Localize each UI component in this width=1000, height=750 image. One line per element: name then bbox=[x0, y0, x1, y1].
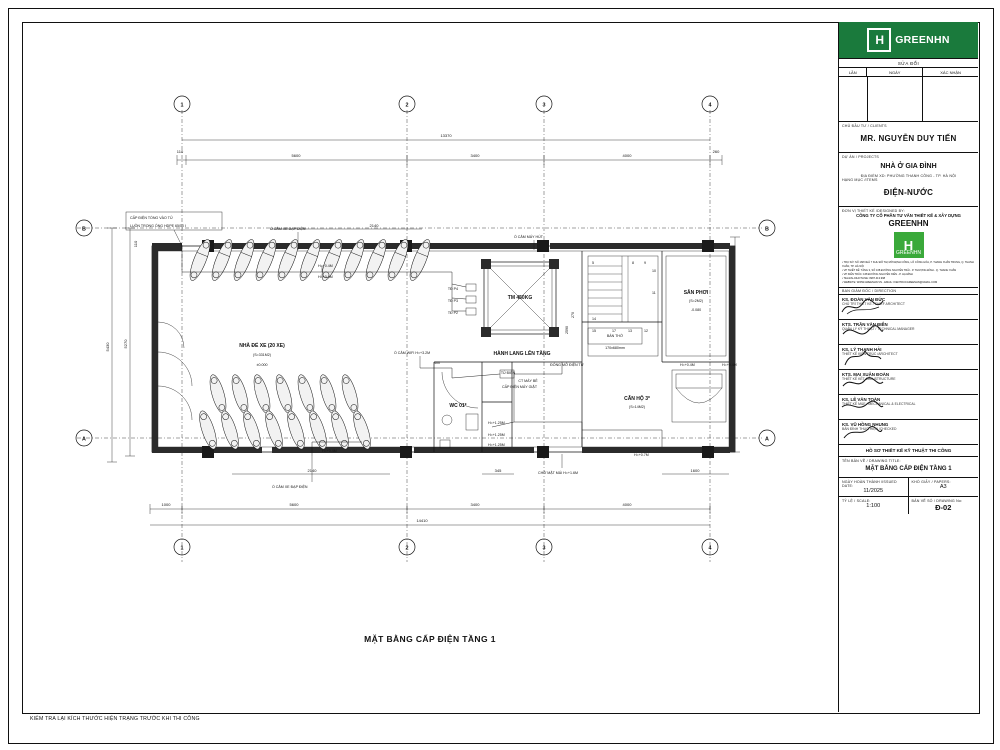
svg-text:15: 15 bbox=[592, 329, 596, 333]
designer-value: CÔNG TY CỔ PHẦN TƯ VẤN THIẾT KẾ & XÂY DỰNG bbox=[856, 213, 961, 218]
dimension-top bbox=[177, 133, 722, 165]
svg-text:TĐ P4: TĐ P4 bbox=[447, 287, 458, 291]
svg-text:1000: 1000 bbox=[161, 502, 171, 507]
paper-value: A3 bbox=[939, 483, 947, 490]
svg-text:2590: 2590 bbox=[565, 326, 569, 334]
date-label: NGÀY HOÀN THÀNH /ISSUED DATE: bbox=[842, 479, 897, 488]
designer-note-3: • TEL/ZALO/HOTLINE: 0987.413.998 bbox=[842, 276, 886, 280]
svg-text:TĐ P3: TĐ P3 bbox=[447, 299, 458, 303]
annotation-socket-hood: Ổ CẮM MÁY HÚT bbox=[514, 235, 543, 239]
svg-text:LUỒN TRONG ỐNG HDPE 65/50 I: LUỒN TRONG ỐNG HDPE 65/50 I bbox=[130, 224, 187, 228]
dimension-left bbox=[105, 228, 138, 462]
svg-text:H=+0.4M: H=+0.4M bbox=[318, 275, 333, 279]
annotation-socket-wifi: Ổ CẮM WIFI H=+3.2M bbox=[394, 351, 431, 355]
svg-text:CĂN HỘ 3*: CĂN HỘ 3* bbox=[624, 396, 650, 402]
svg-text:A: A bbox=[765, 436, 769, 443]
svg-text:14: 14 bbox=[592, 317, 596, 321]
owner-value: MR. NGUYỄN DUY TIẾN bbox=[860, 134, 957, 143]
director-label: BAN GIÁM ĐỐC / DIRECTION bbox=[842, 288, 897, 293]
signature-mark-1 bbox=[839, 322, 885, 342]
svg-text:3400: 3400 bbox=[470, 153, 480, 158]
room-garage bbox=[239, 342, 285, 367]
svg-text:TĐ P2: TĐ P2 bbox=[447, 311, 458, 315]
owner-block bbox=[839, 122, 978, 153]
svg-text:2: 2 bbox=[405, 545, 409, 552]
label-hanh-lang: HÀNH LANG LÊN TẦNG bbox=[493, 351, 551, 357]
svg-text:5600: 5600 bbox=[289, 502, 299, 507]
signature-name-5: KS. VŨ HỒNG NHUNG bbox=[842, 421, 889, 427]
signature-mark-3 bbox=[839, 372, 885, 392]
svg-text:5600: 5600 bbox=[291, 153, 301, 158]
sheet-number-value: Đ-02 bbox=[935, 502, 952, 512]
signature-row-5 bbox=[839, 420, 978, 445]
dimension-bottom bbox=[150, 502, 710, 525]
designer-block bbox=[839, 207, 978, 288]
grid-bubbles-top bbox=[174, 96, 718, 112]
title-block bbox=[838, 22, 978, 712]
svg-text:400: 400 bbox=[434, 361, 440, 365]
drawing-footnote: KIỂM TRA LẠI KÍCH THƯỚC HIỆN TRẠNG TRƯỚC KHI THI CÔNG bbox=[30, 716, 200, 722]
scale-cell bbox=[839, 497, 909, 514]
svg-text:H=+0.4M: H=+0.4M bbox=[318, 264, 333, 268]
revision-col-ngay: NGÀY bbox=[867, 68, 923, 76]
paper-label: KHỔ GIẤY / PAPERS: bbox=[911, 479, 951, 484]
category-label: HẠNG MỤC /ITEMS bbox=[842, 178, 878, 182]
height-labels bbox=[318, 264, 737, 457]
svg-text:-0.080: -0.080 bbox=[690, 308, 702, 312]
company-logo bbox=[839, 22, 978, 59]
revision-col-lan: LẦN bbox=[839, 68, 867, 76]
signature-name-1: KTS. TRẦN VĂN ĐIỂN bbox=[842, 321, 888, 327]
svg-text:H=+0.4M: H=+0.4M bbox=[322, 449, 337, 453]
svg-text:345: 345 bbox=[494, 468, 502, 473]
annotation-socket-2: Ổ CẮM XE ĐẠP ĐIỆN bbox=[272, 485, 308, 489]
revision-header-row bbox=[839, 68, 978, 77]
svg-text:H=+1.25M: H=+1.25M bbox=[488, 421, 505, 425]
floor-plan-svg bbox=[22, 22, 838, 712]
sheet-number-label: BẢN VẼ SỐ / DRAWING No: bbox=[911, 498, 963, 503]
signature-role-0: CHỦ TRÌ THIẾT KẾ / CHIEF ARCHITECT bbox=[842, 301, 905, 306]
svg-text:1600: 1600 bbox=[690, 468, 700, 473]
svg-text:ĐÓNG MỞ ĐIỆN TỬ: ĐÓNG MỞ ĐIỆN TỬ bbox=[550, 363, 584, 367]
svg-text:3: 3 bbox=[542, 102, 546, 109]
svg-text:260: 260 bbox=[712, 149, 720, 154]
date-paper-row bbox=[839, 478, 978, 497]
drawing-title-label: TÊN BẢN VẼ / DRAWING TITLE: bbox=[842, 458, 901, 463]
signature-row-0 bbox=[839, 295, 978, 320]
signature-role-1: QUẢN LÝ KỸ THUẬT / TECHNICAL MANAGER bbox=[842, 326, 915, 331]
signature-row-4 bbox=[839, 395, 978, 420]
sheet-number-cell bbox=[909, 497, 979, 514]
signature-mark-2 bbox=[839, 347, 885, 367]
svg-text:170x680mm: 170x680mm bbox=[605, 346, 625, 350]
drawing-title-value: MẶT BẰNG CẤP ĐIỆN TẦNG 1 bbox=[865, 465, 952, 472]
svg-text:2: 2 bbox=[405, 102, 409, 109]
svg-text:4000: 4000 bbox=[622, 502, 632, 507]
svg-text:5: 5 bbox=[592, 261, 594, 265]
svg-text:3400: 3400 bbox=[470, 502, 480, 507]
signature-name-4: KS. LÊ VĂN TOÀN bbox=[842, 396, 881, 402]
signature-name-3: KTS. MAI XUÂN ĐOÀN bbox=[842, 371, 890, 377]
annotation-socket-1: Ổ CẮM XE ĐẠP ĐIỆN bbox=[270, 227, 306, 231]
revision-empty-rows bbox=[839, 77, 978, 122]
signature-row-2 bbox=[839, 345, 978, 370]
svg-text:BÀN THỜ: BÀN THỜ bbox=[606, 334, 624, 338]
svg-text:H=+1.25M: H=+1.25M bbox=[488, 433, 505, 437]
owner-label: CHỦ ĐẦU TƯ / CLIENTS bbox=[842, 124, 887, 128]
svg-text:17: 17 bbox=[612, 329, 616, 333]
svg-text:±0.000: ±0.000 bbox=[256, 363, 268, 367]
room-san-phoi bbox=[666, 256, 726, 356]
svg-text:110: 110 bbox=[133, 240, 138, 248]
drawing-title-block bbox=[839, 457, 978, 478]
room-wc bbox=[442, 403, 478, 430]
annotation-washer: CẤP ĐIỆN MÁY GIẶT bbox=[502, 385, 538, 389]
svg-text:3: 3 bbox=[542, 545, 546, 552]
scale-value: 1:100 bbox=[866, 502, 881, 509]
staircase bbox=[588, 256, 658, 356]
annotation-roof: CHỜ MẶT MÁI H=+1.6M bbox=[538, 471, 578, 475]
svg-text:WC 01*: WC 01* bbox=[449, 403, 467, 409]
svg-text:(S=2M2): (S=2M2) bbox=[689, 299, 703, 303]
svg-text:A: A bbox=[82, 436, 86, 443]
svg-text:(S=331M2): (S=331M2) bbox=[253, 353, 271, 357]
date-cell bbox=[839, 478, 909, 496]
revision-col-xacnhan: XÁC NHẬN bbox=[940, 69, 961, 75]
room-can-ho-3 bbox=[624, 370, 726, 422]
project-block bbox=[839, 153, 978, 207]
paper-cell bbox=[909, 478, 979, 496]
elevator bbox=[481, 259, 559, 337]
signature-mark-0 bbox=[839, 297, 885, 317]
svg-text:H=+1.25M: H=+1.25M bbox=[488, 443, 505, 447]
door-swings bbox=[158, 322, 192, 420]
project-label: DỰ ÁN / PROJECTS bbox=[842, 155, 880, 159]
parked-bikes-row-2 bbox=[207, 373, 362, 415]
svg-text:10: 10 bbox=[652, 269, 656, 273]
svg-text:H=+0.7M: H=+0.7M bbox=[634, 453, 649, 457]
svg-text:2140: 2140 bbox=[307, 468, 317, 473]
designer-note-4: • WEBSITE: WWW.GREENHN.VN - EMAIL: KIENTRUCGREENHN@GMAIL.COM bbox=[842, 280, 938, 284]
logo-mark-icon: H bbox=[867, 28, 891, 52]
signature-row-3 bbox=[839, 370, 978, 395]
svg-text:NHÀ ĐỂ XE (20 XE): NHÀ ĐỂ XE (20 XE) bbox=[239, 343, 285, 349]
green-logo-icon: H GREENHN bbox=[894, 232, 924, 258]
signature-role-2: THIẾT KẾ KIẾN TRÚC /ARCHITECT bbox=[842, 351, 898, 356]
signature-row-1 bbox=[839, 320, 978, 345]
svg-text:TM 450KG: TM 450KG bbox=[507, 295, 533, 301]
document-label: HỒ SƠ THIẾT KẾ KỸ THUẬT THI CÔNG bbox=[839, 445, 978, 457]
svg-text:H=+0.4M: H=+0.4M bbox=[680, 363, 695, 367]
svg-text:13370: 13370 bbox=[440, 133, 452, 138]
logo-wordmark: GREENHN bbox=[895, 34, 950, 46]
signature-mark-5 bbox=[839, 422, 885, 442]
svg-text:TỦ ĐIỆN: TỦ ĐIỆN bbox=[500, 371, 516, 375]
signature-mark-4 bbox=[839, 397, 885, 417]
svg-text:B: B bbox=[82, 226, 86, 233]
svg-text:14410: 14410 bbox=[416, 518, 428, 523]
svg-text:B: B bbox=[765, 226, 769, 233]
svg-text:4: 4 bbox=[708, 102, 712, 109]
floor-plan-drawing bbox=[22, 22, 838, 712]
scale-label: TỶ LỆ / SCALE: bbox=[842, 498, 871, 503]
svg-text:4: 4 bbox=[708, 545, 712, 552]
signature-name-0: KS. ĐOÀN VĂN ĐỨC bbox=[842, 296, 886, 302]
svg-text:13: 13 bbox=[628, 329, 632, 333]
signature-role-3: THIẾT KẾ KẾT CẤU /STRUCTURE bbox=[842, 376, 896, 381]
svg-text:CẤP ĐIỆN TỔNG VÀO TỦ: CẤP ĐIỆN TỔNG VÀO TỦ bbox=[130, 216, 173, 220]
svg-text:5270: 5270 bbox=[123, 339, 128, 349]
svg-text:11: 11 bbox=[652, 291, 656, 295]
scale-sheet-row bbox=[839, 497, 978, 514]
designer-label: ĐƠN VỊ THIẾT KẾ /DESIGNED BY: bbox=[842, 209, 905, 213]
designer-note-0: • TRỤ SỞ: SỐ 168 NHÀ 7 KHU ĐÔ THỊ MỚI ĐỊNH CÔNG, LÔ CÔNG HÒA, P. THANH XUÂN TRUNG, Q. THANH XUÂN, TP. HÀ NỘI bbox=[842, 261, 974, 269]
date-value: 11/2025 bbox=[863, 487, 884, 494]
svg-text:1: 1 bbox=[180, 545, 184, 552]
project-value: NHÀ Ở GIA ĐÌNH bbox=[880, 163, 937, 170]
green-logo-text: GREENHN bbox=[895, 250, 921, 257]
svg-text:H=+0.4M: H=+0.4M bbox=[722, 363, 737, 367]
parked-bikes-row-3 bbox=[196, 409, 374, 451]
svg-text:4000: 4000 bbox=[622, 153, 632, 158]
drawing-sheet-title: MẶT BẰNG CẤP ĐIỆN TẦNG 1 bbox=[364, 634, 496, 644]
signature-role-5: BẢN ĐÌNH THỰC HIỆN /CHECKED bbox=[842, 426, 897, 431]
svg-text:SÂN PHƠI: SÂN PHƠI bbox=[683, 290, 709, 296]
category-value: ĐIỆN-NƯỚC bbox=[883, 188, 934, 197]
project-address: ĐỊA ĐIỂM XD: PHƯỜNG THANH CÔNG - TP. HÀ NỘI bbox=[860, 174, 957, 178]
svg-text:9: 9 bbox=[644, 261, 646, 265]
svg-text:12: 12 bbox=[644, 329, 648, 333]
svg-text:CT MÁY BẺ: CT MÁY BẺ bbox=[518, 379, 538, 383]
revision-title: SỬA ĐỔI bbox=[839, 59, 978, 68]
svg-text:1: 1 bbox=[180, 102, 184, 109]
svg-text:110: 110 bbox=[176, 149, 184, 154]
designer-note-2: • VP KIẾN TRÚC: 168 ĐƯỜNG NGUYỄN XIỂN - P. HẠ ĐÌNH bbox=[842, 272, 913, 276]
signature-name-2: KS. LÝ THANH HẢI bbox=[842, 346, 882, 352]
director-row bbox=[839, 288, 978, 295]
svg-text:(S=14M2): (S=14M2) bbox=[629, 405, 645, 409]
signature-role-4: THIẾT KẾ M&E / MECHANICAL & ELECTRICAL bbox=[842, 401, 916, 406]
svg-text:8: 8 bbox=[632, 261, 634, 265]
svg-text:5430: 5430 bbox=[105, 342, 110, 352]
designer-brand: GREENHN bbox=[888, 219, 929, 229]
svg-text:270: 270 bbox=[571, 312, 575, 318]
designer-note-1: • VP THIẾT KẾ: TẦNG 3, SỐ 168 ĐƯỜNG NGUYỄN TRÃI - P. THƯỢNG ĐÌNH - Q. THANH XUÂN bbox=[842, 269, 957, 273]
svg-text:2140: 2140 bbox=[369, 223, 379, 228]
designer-logo-badge bbox=[842, 229, 975, 261]
grid-bubbles-bottom bbox=[174, 539, 718, 555]
